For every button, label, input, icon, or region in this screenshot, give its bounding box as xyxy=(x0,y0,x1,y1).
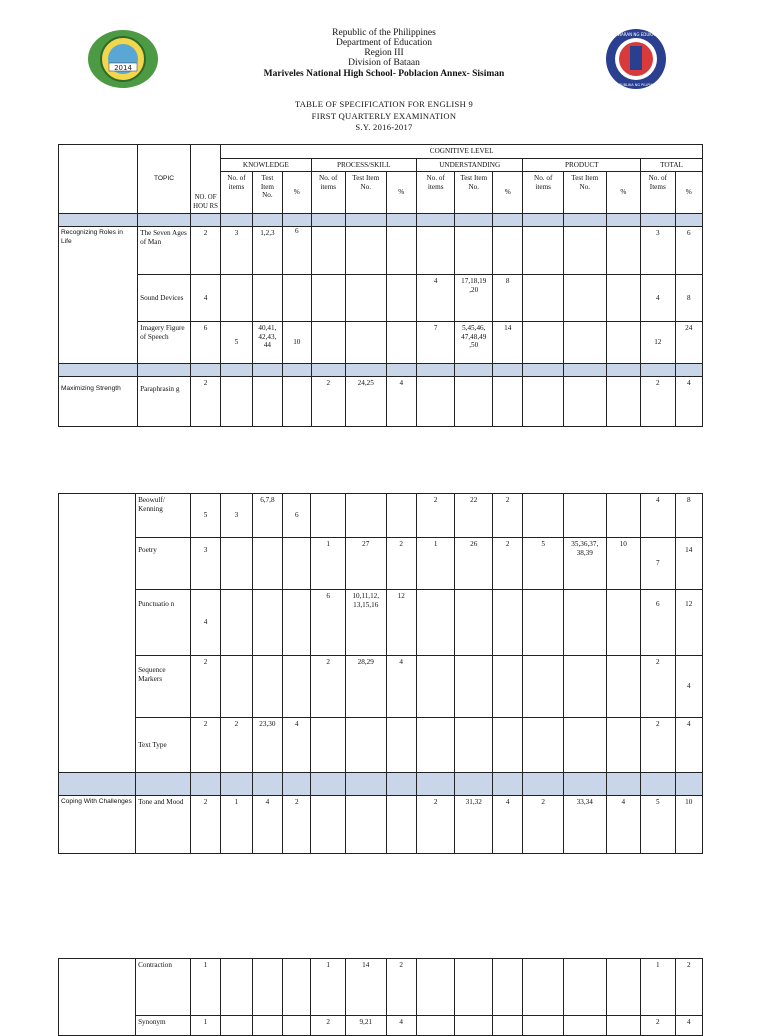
p-nos-cell: 24,25 xyxy=(345,377,386,427)
total-pct-cell: 8 xyxy=(675,494,703,538)
k-pct-cell: 2 xyxy=(283,796,311,854)
total-pct-cell: 24 xyxy=(675,322,702,364)
hours-cell: 2 xyxy=(190,656,220,718)
u-nos-cell: 22 xyxy=(455,494,493,538)
domain-cell-empty xyxy=(59,494,136,773)
k-items-cell: 3 xyxy=(221,227,252,275)
table-row xyxy=(59,656,703,718)
p-pct-cell: 12 xyxy=(386,590,416,656)
topic-cell: The Seven Ages of Man xyxy=(138,227,191,275)
p-pct-cell: 2 xyxy=(386,959,416,1016)
hours-cell: 4 xyxy=(190,275,220,322)
total-pct-cell: 6 xyxy=(675,227,702,275)
p-nos-cell: 9,21 xyxy=(345,1016,386,1036)
pr-pct-cell: 4 xyxy=(606,796,640,854)
table-row xyxy=(59,796,703,854)
hours-header: NO. OF HOU RS xyxy=(190,145,220,214)
tos-table-part-2 xyxy=(58,493,703,854)
hours-cell: 6 xyxy=(190,322,220,364)
k-items-header: No. of items xyxy=(221,172,252,214)
title-line1: TABLE OF SPECIFICATION FOR ENGLISH 9 xyxy=(294,99,473,109)
table-row xyxy=(59,1016,703,1036)
p-items-cell: 2 xyxy=(311,1016,345,1036)
total-items-cell: 2 xyxy=(641,1016,675,1036)
k-nos-cell: 1,2,3 xyxy=(252,227,282,275)
u-pct-cell: 4 xyxy=(492,796,522,854)
domain-cell: Recognizing Roles in Life xyxy=(59,227,138,364)
understanding-header: UNDERSTANDING xyxy=(416,158,522,172)
p-items-cell: 1 xyxy=(311,538,345,590)
u-pct-cell: 2 xyxy=(492,538,522,590)
topic-cell: Beowulf/ Kenning xyxy=(136,494,191,538)
total-pct-cell: 8 xyxy=(675,275,702,322)
topic-cell: Paraphrasin g xyxy=(138,377,191,427)
u-nos-cell: 5,45,46, 47,48,49 ,50 xyxy=(455,322,493,364)
hours-cell: 3 xyxy=(190,538,220,590)
p-pct-header: % xyxy=(386,172,416,214)
topic-header: TOPIC xyxy=(138,145,191,214)
hours-cell: 5 xyxy=(190,494,220,538)
total-items-cell: 1 xyxy=(641,959,675,1016)
u-items-cell: 2 xyxy=(416,796,455,854)
k-text-item-header: Test Item No. xyxy=(252,172,282,214)
k-items-cell: 5 xyxy=(221,322,252,364)
table-row xyxy=(59,494,703,538)
total-items-cell: 2 xyxy=(641,377,675,427)
topic-cell: Synonym xyxy=(136,1016,191,1036)
total-pct-cell: 4 xyxy=(675,656,703,718)
u-items-cell: 7 xyxy=(416,322,455,364)
pr-text-item-header: Test Item No. xyxy=(563,172,606,214)
p-items-cell: 1 xyxy=(311,959,345,1016)
table-row xyxy=(59,227,703,275)
pr-items-cell: 2 xyxy=(523,796,564,854)
total-pct-cell: 4 xyxy=(675,377,702,427)
topic-cell: Sound Devices xyxy=(138,275,191,322)
total-items-cell: 2 xyxy=(641,656,675,718)
title-line2: FIRST QUARTERLY EXAMINATION xyxy=(311,111,457,121)
k-pct-cell: 6 xyxy=(283,494,311,538)
blank-header-cell xyxy=(59,145,138,214)
p-items-cell: 2 xyxy=(311,656,345,718)
u-items-cell: 1 xyxy=(416,538,455,590)
u-nos-cell: 26 xyxy=(455,538,493,590)
total-items-cell: 2 xyxy=(641,718,675,773)
k-pct-cell: 6 xyxy=(283,227,311,275)
total-pct-header: % xyxy=(675,172,702,214)
product-header: PRODUCT xyxy=(523,158,641,172)
hours-cell: 1 xyxy=(190,1016,220,1036)
total-items-cell: 7 xyxy=(641,538,675,590)
topic-cell: Sequence Markers xyxy=(136,656,191,718)
u-pct-cell: 14 xyxy=(493,322,523,364)
u-nos-cell: 17,18,19 ,20 xyxy=(455,275,493,322)
total-pct-cell: 4 xyxy=(675,718,703,773)
pr-nos-cell: 35,36,37, 38,39 xyxy=(563,538,606,590)
k-items-cell: 2 xyxy=(221,718,252,773)
k-nos-cell: 23,30 xyxy=(252,718,282,773)
header-school: Mariveles National High School- Poblacion Annex- Sisiman xyxy=(263,69,505,79)
pr-items-cell: 5 xyxy=(523,538,564,590)
u-text-item-header: Test Item No. xyxy=(455,172,493,214)
pr-pct-header: % xyxy=(606,172,640,214)
p-items-header: No. of items xyxy=(311,172,345,214)
table-row xyxy=(59,322,703,364)
deped-seal-bottom-text: REPUBLIKA NG PILIPINAS xyxy=(614,83,658,87)
k-nos-cell: 4 xyxy=(252,796,282,854)
k-pct-cell: 4 xyxy=(283,718,311,773)
domain-cell: Maximizing Strength xyxy=(59,377,138,427)
tos-table-part-3 xyxy=(58,958,703,1036)
total-items-cell: 12 xyxy=(641,322,675,364)
hours-cell: 1 xyxy=(190,959,220,1016)
total-items-cell: 4 xyxy=(641,275,675,322)
k-items-cell: 1 xyxy=(221,796,252,854)
header-republic: Republic of the Philippines xyxy=(332,28,436,38)
header-division: Division of Bataan xyxy=(348,58,420,68)
p-pct-cell: 2 xyxy=(386,538,416,590)
k-items-cell: 3 xyxy=(221,494,252,538)
p-text-item-header: Test Item No. xyxy=(345,172,386,214)
k-pct-cell: 10 xyxy=(283,322,311,364)
k-nos-cell: 40,41, 42,43, 44 xyxy=(252,322,282,364)
topic-cell: Punctuatio n xyxy=(136,590,191,656)
title-line3: S.Y. 2016-2017 xyxy=(355,122,413,132)
p-nos-cell: 27 xyxy=(345,538,386,590)
total-pct-cell: 10 xyxy=(675,796,703,854)
u-pct-header: % xyxy=(493,172,523,214)
tos-table-part-1 xyxy=(58,144,703,427)
hours-cell: 2 xyxy=(190,227,220,275)
topic-cell: Text Type xyxy=(136,718,191,773)
total-items-cell: 5 xyxy=(641,796,675,854)
table-row xyxy=(59,275,703,322)
k-nos-cell: 6,7,8 xyxy=(252,494,282,538)
header-region: Region III xyxy=(364,48,404,58)
header-department: Department of Education xyxy=(335,38,433,48)
pr-nos-cell: 33,34 xyxy=(563,796,606,854)
p-items-cell: 6 xyxy=(311,590,345,656)
p-pct-cell: 4 xyxy=(386,1016,416,1036)
topic-cell: Imagery Figure of Speech xyxy=(138,322,191,364)
topic-cell: Poetry xyxy=(136,538,191,590)
hours-cell: 2 xyxy=(190,796,220,854)
total-items-cell: 6 xyxy=(641,590,675,656)
table-row xyxy=(59,538,703,590)
k-pct-header: % xyxy=(283,172,311,214)
hours-cell: 2 xyxy=(190,718,220,773)
process-header: PROCESS/SKILL xyxy=(311,158,416,172)
p-pct-cell: 4 xyxy=(386,656,416,718)
p-nos-cell: 10,11,12, 13,15,16 xyxy=(345,590,386,656)
table-row xyxy=(59,377,703,427)
table-row xyxy=(59,590,703,656)
pr-pct-cell: 10 xyxy=(606,538,640,590)
hours-cell: 4 xyxy=(190,590,220,656)
deped-seal-text: KAGAWARAN NG EDUKASYON xyxy=(606,32,666,37)
p-pct-cell: 4 xyxy=(386,377,416,427)
u-items-cell: 2 xyxy=(416,494,455,538)
hours-cell: 2 xyxy=(190,377,220,427)
p-nos-cell: 28,29 xyxy=(345,656,386,718)
total-items-cell: 4 xyxy=(641,494,675,538)
table-row xyxy=(59,959,703,1016)
table-row xyxy=(59,718,703,773)
p-items-cell: 2 xyxy=(311,377,345,427)
topic-cell: Contraction xyxy=(136,959,191,1016)
total-items-header: No. of Items xyxy=(641,172,675,214)
topic-cell: Tone and Mood xyxy=(136,796,191,854)
total-pct-cell: 2 xyxy=(675,959,703,1016)
domain-cell: Coping With Challenges xyxy=(59,796,136,854)
u-items-cell: 4 xyxy=(416,275,455,322)
seal-year: 2014 xyxy=(114,64,132,72)
total-pct-cell: 12 xyxy=(675,590,703,656)
u-items-header: No. of items xyxy=(416,172,455,214)
u-pct-cell: 2 xyxy=(492,494,522,538)
total-items-cell: 3 xyxy=(641,227,675,275)
total-pct-cell: 4 xyxy=(675,1016,703,1036)
cognitive-level-header: COGNITIVE LEVEL xyxy=(221,145,703,159)
u-nos-cell: 31,32 xyxy=(455,796,493,854)
u-pct-cell: 8 xyxy=(493,275,523,322)
knowledge-header: KNOWLEDGE xyxy=(221,158,311,172)
total-header: TOTAL xyxy=(641,158,703,172)
total-pct-cell: 14 xyxy=(675,538,703,590)
p-nos-cell: 14 xyxy=(345,959,386,1016)
pr-items-header: No. of items xyxy=(523,172,564,214)
